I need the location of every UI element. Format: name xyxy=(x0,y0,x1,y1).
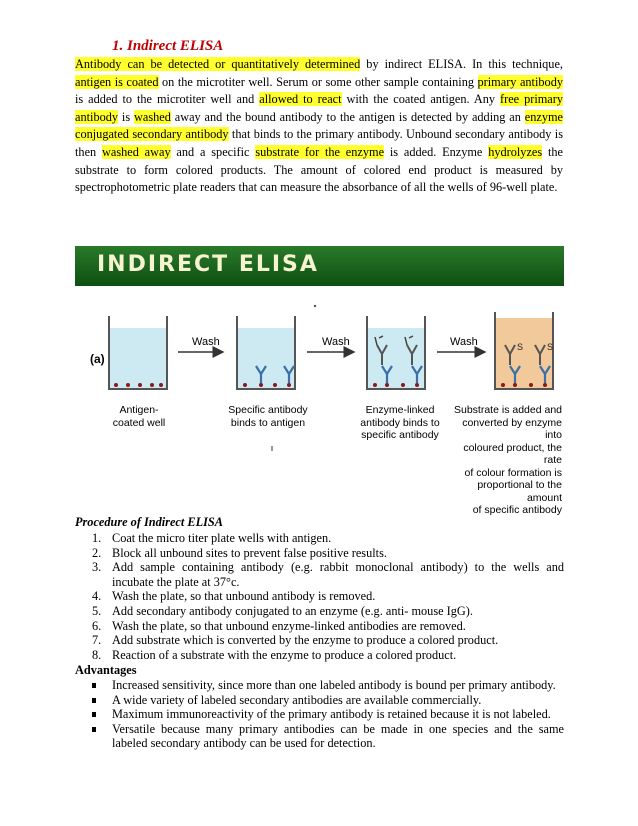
caption-well-4: Substrate is added and converted by enzyme into coloured product, the rate of colour formation is proportional to the amount of specific antibody xyxy=(454,404,562,516)
procedure-step xyxy=(75,604,564,619)
procedure-step xyxy=(75,546,564,561)
highlighted-phrase: substrate for the enzyme xyxy=(255,144,385,159)
step-number: 4. xyxy=(92,589,102,604)
indirect-elisa-figure xyxy=(75,246,564,516)
paragraph-text: the substrate to form colored products. The amount of colored end product is measured by spectrophotometric plate readers that can measure the absorbance of all the wells of 96-well plate. xyxy=(75,144,564,195)
highlighted-phrase: washed xyxy=(133,109,171,124)
procedure-step xyxy=(75,619,564,634)
step-number: 1. xyxy=(92,531,102,545)
well-4-substrate-colored xyxy=(495,312,553,389)
procedure-title: Procedure of Indirect ELISA xyxy=(75,515,223,529)
step-number: 8. xyxy=(92,647,102,662)
highlighted-phrase: hydrolyzes xyxy=(488,144,543,159)
procedure-step xyxy=(75,560,564,589)
advantage-item xyxy=(75,678,564,693)
procedure-step xyxy=(75,589,564,604)
step-text: Wash the plate, so that unbound enzyme-linked antibodies are removed. xyxy=(112,618,466,633)
paragraph-text: is added to the microtiter well and xyxy=(75,92,260,107)
step-text: Coat the micro titer plate wells with antigen. xyxy=(112,531,332,545)
highlighted-phrase: primary antibody xyxy=(477,74,563,89)
well-1-antigen-coated xyxy=(109,316,167,389)
step-text: Add sample containing antibody (e.g. rabbit monoclonal antibody) to the wells and incubate the plate at 37°c. xyxy=(112,560,564,589)
caption-well-2: Specific antibody binds to antigen xyxy=(228,404,308,429)
procedure-step xyxy=(75,648,564,663)
wash-label-1: Wash xyxy=(192,336,220,348)
paragraph-text: by indirect ELISA. In this technique, xyxy=(360,57,563,71)
advantage-item xyxy=(75,693,564,708)
banner-title: INDIRECT ELISA xyxy=(97,252,319,277)
bullet-icon xyxy=(92,683,96,688)
step-text: Add secondary antibody conjugated to an enzyme (e.g. anti- mouse IgG). xyxy=(112,603,473,618)
highlighted-phrase: washed away xyxy=(101,144,171,159)
procedure-step xyxy=(75,633,564,648)
paragraph-text: and a specific xyxy=(170,144,256,159)
paragraph-text: that binds to the primary antibody. Unbound secondary antibody is then xyxy=(75,127,563,159)
step-text: Reaction of a substrate with the enzyme to produce a colored product. xyxy=(112,647,457,662)
bullet-icon xyxy=(92,727,96,732)
advantage-text: Maximum immunoreactivity of the primary antibody is retained because it is not labeled. xyxy=(112,707,551,722)
paragraph-text: with the coated antigen. Any xyxy=(341,92,501,107)
advantage-item xyxy=(75,707,564,722)
intro-paragraph xyxy=(75,56,563,197)
substrate-label-1: S xyxy=(517,342,524,352)
step-number: 5. xyxy=(92,603,102,618)
caption-well-1: Antigen- coated well xyxy=(112,404,166,429)
substrate-label-2: S xyxy=(547,342,554,352)
section-title: 1. Indirect ELISA xyxy=(112,38,224,54)
advantage-text: Versatile because many primary antibodies can be made in one species and the same labeled secondary antibody can be used for detection. xyxy=(112,721,564,751)
step-number: 6. xyxy=(92,618,102,633)
paragraph-text: is added. Enzyme xyxy=(384,144,489,159)
panel-label: (a) xyxy=(90,352,105,366)
step-number: 2. xyxy=(92,545,102,560)
paragraph-text: away and the bound antibody to the antigen is detected by adding an xyxy=(170,109,525,124)
highlighted-phrase: enzyme conjugated secondary antibody xyxy=(75,109,563,142)
step-number: 3. xyxy=(92,560,102,575)
step-text: Block all unbound sites to prevent false positive results. xyxy=(112,545,387,560)
advantages-title: Advantages xyxy=(75,663,137,677)
advantage-text: A wide variety of labeled secondary antibodies are available commercially. xyxy=(112,692,482,707)
wash-label-2: Wash xyxy=(322,336,350,348)
highlighted-phrase: Antibody can be detected or quantitatively determined xyxy=(75,57,361,71)
procedure-list xyxy=(75,531,564,662)
paragraph-text: on the microtiter well. Serum or some other sample containing xyxy=(158,74,478,89)
step-number: 7. xyxy=(92,633,102,648)
well-3-enzyme-linked-antibody xyxy=(367,316,425,389)
well-2-specific-antibody xyxy=(237,316,295,389)
highlighted-phrase: antigen is coated xyxy=(75,74,159,89)
advantage-text: Increased sensitivity, since more than one labeled antibody is bound per primary antibody. xyxy=(112,678,556,692)
highlighted-phrase: free primary antibody xyxy=(75,92,564,124)
step-text: Add substrate which is converted by the enzyme to produce a colored product. xyxy=(112,633,499,648)
advantage-item xyxy=(75,722,564,751)
advantages-list xyxy=(75,678,564,751)
wash-label-3: Wash xyxy=(450,336,478,348)
step-text: Wash the plate, so that unbound antibody is removed. xyxy=(112,589,376,604)
bullet-icon xyxy=(92,712,96,717)
caption-well-3: Enzyme-linked antibody binds to specific antibody xyxy=(360,404,440,441)
highlighted-phrase: allowed to react xyxy=(259,92,342,107)
paragraph-text: is xyxy=(118,109,134,124)
bullet-icon xyxy=(92,698,96,703)
procedure-step xyxy=(75,531,564,546)
